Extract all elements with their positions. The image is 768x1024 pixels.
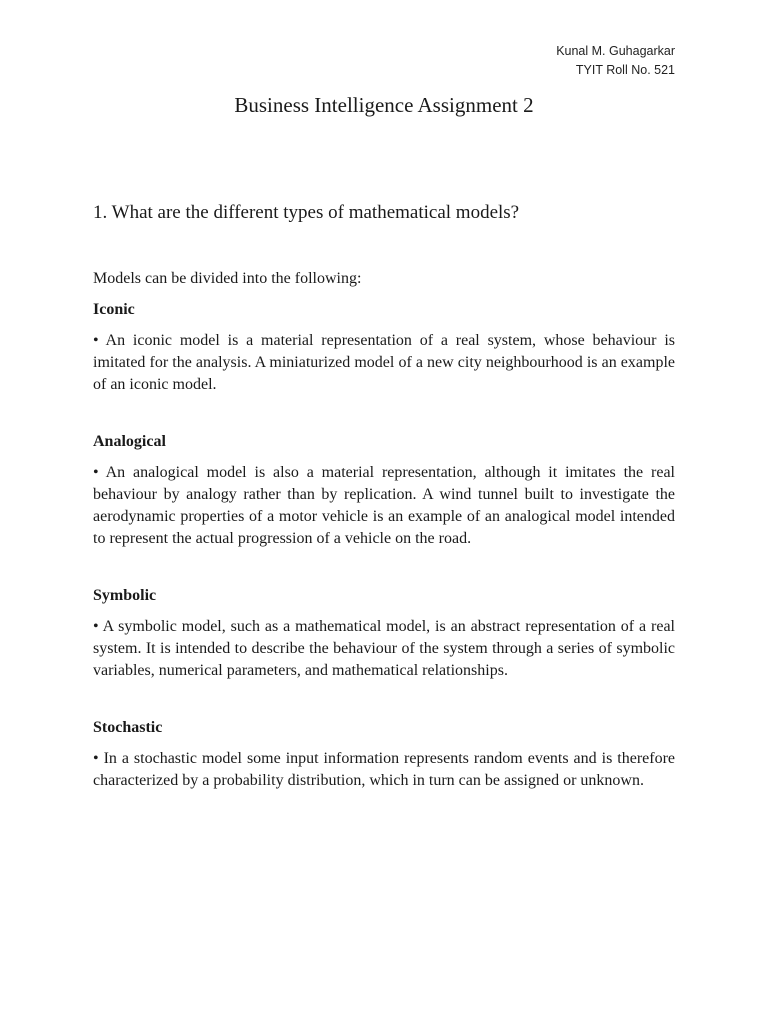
- section-analogical: [93, 431, 675, 550]
- answer-content: [93, 268, 675, 792]
- section-body: • In a stochastic model some input information represents random events and is therefore characterized by a probability distribution, which in turn can be assigned or unknown.: [93, 750, 675, 789]
- author-name: Kunal M. Guhagarkar: [556, 44, 675, 58]
- section-body: • An iconic model is a material representation of a real system, whose behaviour is imitated for the analysis. A miniaturized model of a new city neighbourhood is an example of an iconic model.: [93, 332, 675, 393]
- section-symbolic: [93, 585, 675, 682]
- question-heading: 1. What are the different types of mathematical models?: [93, 202, 520, 223]
- author-block: [556, 42, 675, 80]
- section-body: • An analogical model is also a material representation, although it imitates the real behaviour by analogy rather than by replication. A wind tunnel built to investigate the aerodynamic properties of a motor vehicle is an example of an analogical model intended to represent the actual progression of a vehicle on the road.: [93, 464, 675, 547]
- section-heading: Analogical: [93, 433, 166, 450]
- section-heading: Iconic: [93, 301, 135, 318]
- section-body: • A symbolic model, such as a mathematical model, is an abstract representation of a real system. It is intended to describe the behaviour of the system through a series of symbolic variables, numerical parameters, and mathematical relationships.: [93, 618, 675, 679]
- section-stochastic: [93, 717, 675, 792]
- section-heading: Symbolic: [93, 587, 157, 604]
- class-roll-number: TYIT Roll No. 521: [575, 63, 675, 77]
- section-iconic: [93, 299, 675, 396]
- section-heading: Stochastic: [93, 719, 163, 736]
- intro-text: Models can be divided into the following:: [93, 270, 362, 287]
- document-title: Business Intelligence Assignment 2: [234, 93, 534, 117]
